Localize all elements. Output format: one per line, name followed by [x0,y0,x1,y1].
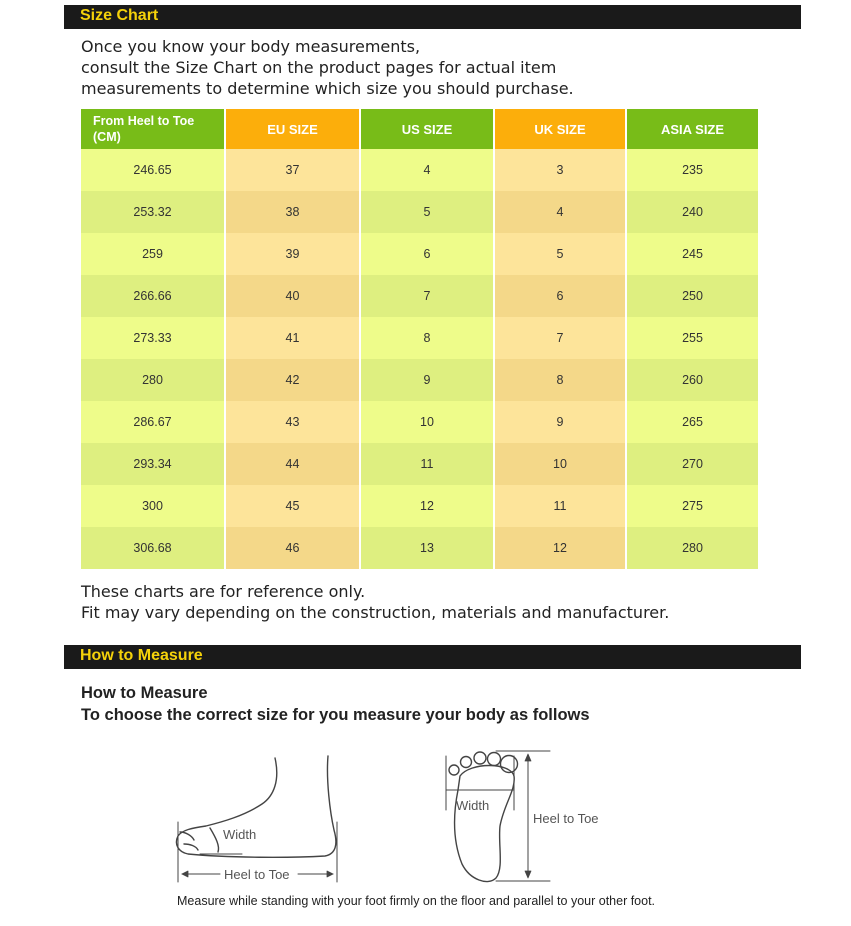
uk-size-cell: 10 [495,443,625,485]
heel-to-toe-cell: 253.32 [81,191,224,233]
us-size-cell: 13 [361,527,493,569]
side-foot-icon [176,756,335,857]
asia-size-cell: 275 [627,485,758,527]
uk-size-cell: 9 [495,401,625,443]
heel-to-toe-cell: 246.65 [81,149,224,191]
uk-size-cell: 8 [495,359,625,401]
foot-measure-illustration [170,740,730,920]
asia-size-cell: 280 [627,527,758,569]
us-size-cell: 7 [361,275,493,317]
eu-size-cell: 37 [226,149,359,191]
eu-size-cell: 42 [226,359,359,401]
header-heel-to-toe: From Heel to Toe (CM) [81,109,224,149]
intro-line: Once you know your body measurements, [81,37,421,56]
table-row [81,485,758,527]
table-row [81,317,758,359]
heel-to-toe-cell: 266.66 [81,275,224,317]
how-to-measure-bar-title: How to Measure [80,647,203,664]
size-chart-intro [81,36,781,99]
eu-size-cell: 41 [226,317,359,359]
us-size-cell: 11 [361,443,493,485]
table-row [81,149,758,191]
uk-size-cell: 7 [495,317,625,359]
eu-size-cell: 40 [226,275,359,317]
asia-size-cell: 260 [627,359,758,401]
how-to-measure-bar [64,645,801,669]
eu-size-cell: 43 [226,401,359,443]
uk-size-cell: 4 [495,191,625,233]
heel-to-toe-cell: 273.33 [81,317,224,359]
table-row [81,527,758,569]
top-foot-icon [455,766,515,882]
us-size-cell: 12 [361,485,493,527]
uk-size-cell: 12 [495,527,625,569]
note-line: Fit may vary depending on the construction, materials and manufacturer. [81,603,670,622]
us-size-cell: 10 [361,401,493,443]
size-table [79,109,760,569]
heel-to-toe-cell: 293.34 [81,443,224,485]
size-chart-bar [64,5,801,29]
heel-to-toe-cell: 286.67 [81,401,224,443]
eu-size-cell: 38 [226,191,359,233]
asia-size-cell: 270 [627,443,758,485]
header-eu-size: EU SIZE [226,109,359,149]
us-size-cell: 8 [361,317,493,359]
side-width-label: Width [223,827,257,842]
table-row [81,359,758,401]
asia-size-cell: 235 [627,149,758,191]
asia-size-cell: 240 [627,191,758,233]
side-length-label: Heel to Toe [224,867,290,882]
how-to-measure-subheading: To choose the correct size for you measure your body as follows [81,706,590,724]
table-row [81,233,758,275]
size-chart-notes [81,581,669,623]
table-row [81,401,758,443]
top-width-label: Width [456,798,490,813]
how-to-measure-heading: How to Measure [81,684,208,702]
us-size-cell: 9 [361,359,493,401]
header-us-size: US SIZE [361,109,493,149]
heel-to-toe-cell: 300 [81,485,224,527]
asia-size-cell: 250 [627,275,758,317]
header-uk-size: UK SIZE [495,109,625,149]
table-row [81,191,758,233]
eu-size-cell: 39 [226,233,359,275]
uk-size-cell: 11 [495,485,625,527]
asia-size-cell: 255 [627,317,758,359]
us-size-cell: 4 [361,149,493,191]
measure-caption: Measure while standing with your foot firmly on the floor and parallel to your other foot. [177,894,656,908]
asia-size-cell: 265 [627,401,758,443]
table-row [81,275,758,317]
us-size-cell: 6 [361,233,493,275]
us-size-cell: 5 [361,191,493,233]
intro-line: consult the Size Chart on the product pages for actual item [81,58,557,77]
eu-size-cell: 44 [226,443,359,485]
size-table-header [81,109,758,149]
eu-size-cell: 45 [226,485,359,527]
uk-size-cell: 6 [495,275,625,317]
header-asia-size: ASIA SIZE [627,109,758,149]
how-to-measure-text [81,682,590,726]
note-line: These charts are for reference only. [81,582,366,601]
intro-line: measurements to determine which size you should purchase. [81,79,574,98]
heel-to-toe-cell: 280 [81,359,224,401]
top-length-label: Heel to Toe [533,811,599,826]
heel-to-toe-cell: 259 [81,233,224,275]
uk-size-cell: 3 [495,149,625,191]
asia-size-cell: 245 [627,233,758,275]
uk-size-cell: 5 [495,233,625,275]
table-row [81,443,758,485]
eu-size-cell: 46 [226,527,359,569]
heel-to-toe-cell: 306.68 [81,527,224,569]
size-chart-title: Size Chart [80,7,159,24]
